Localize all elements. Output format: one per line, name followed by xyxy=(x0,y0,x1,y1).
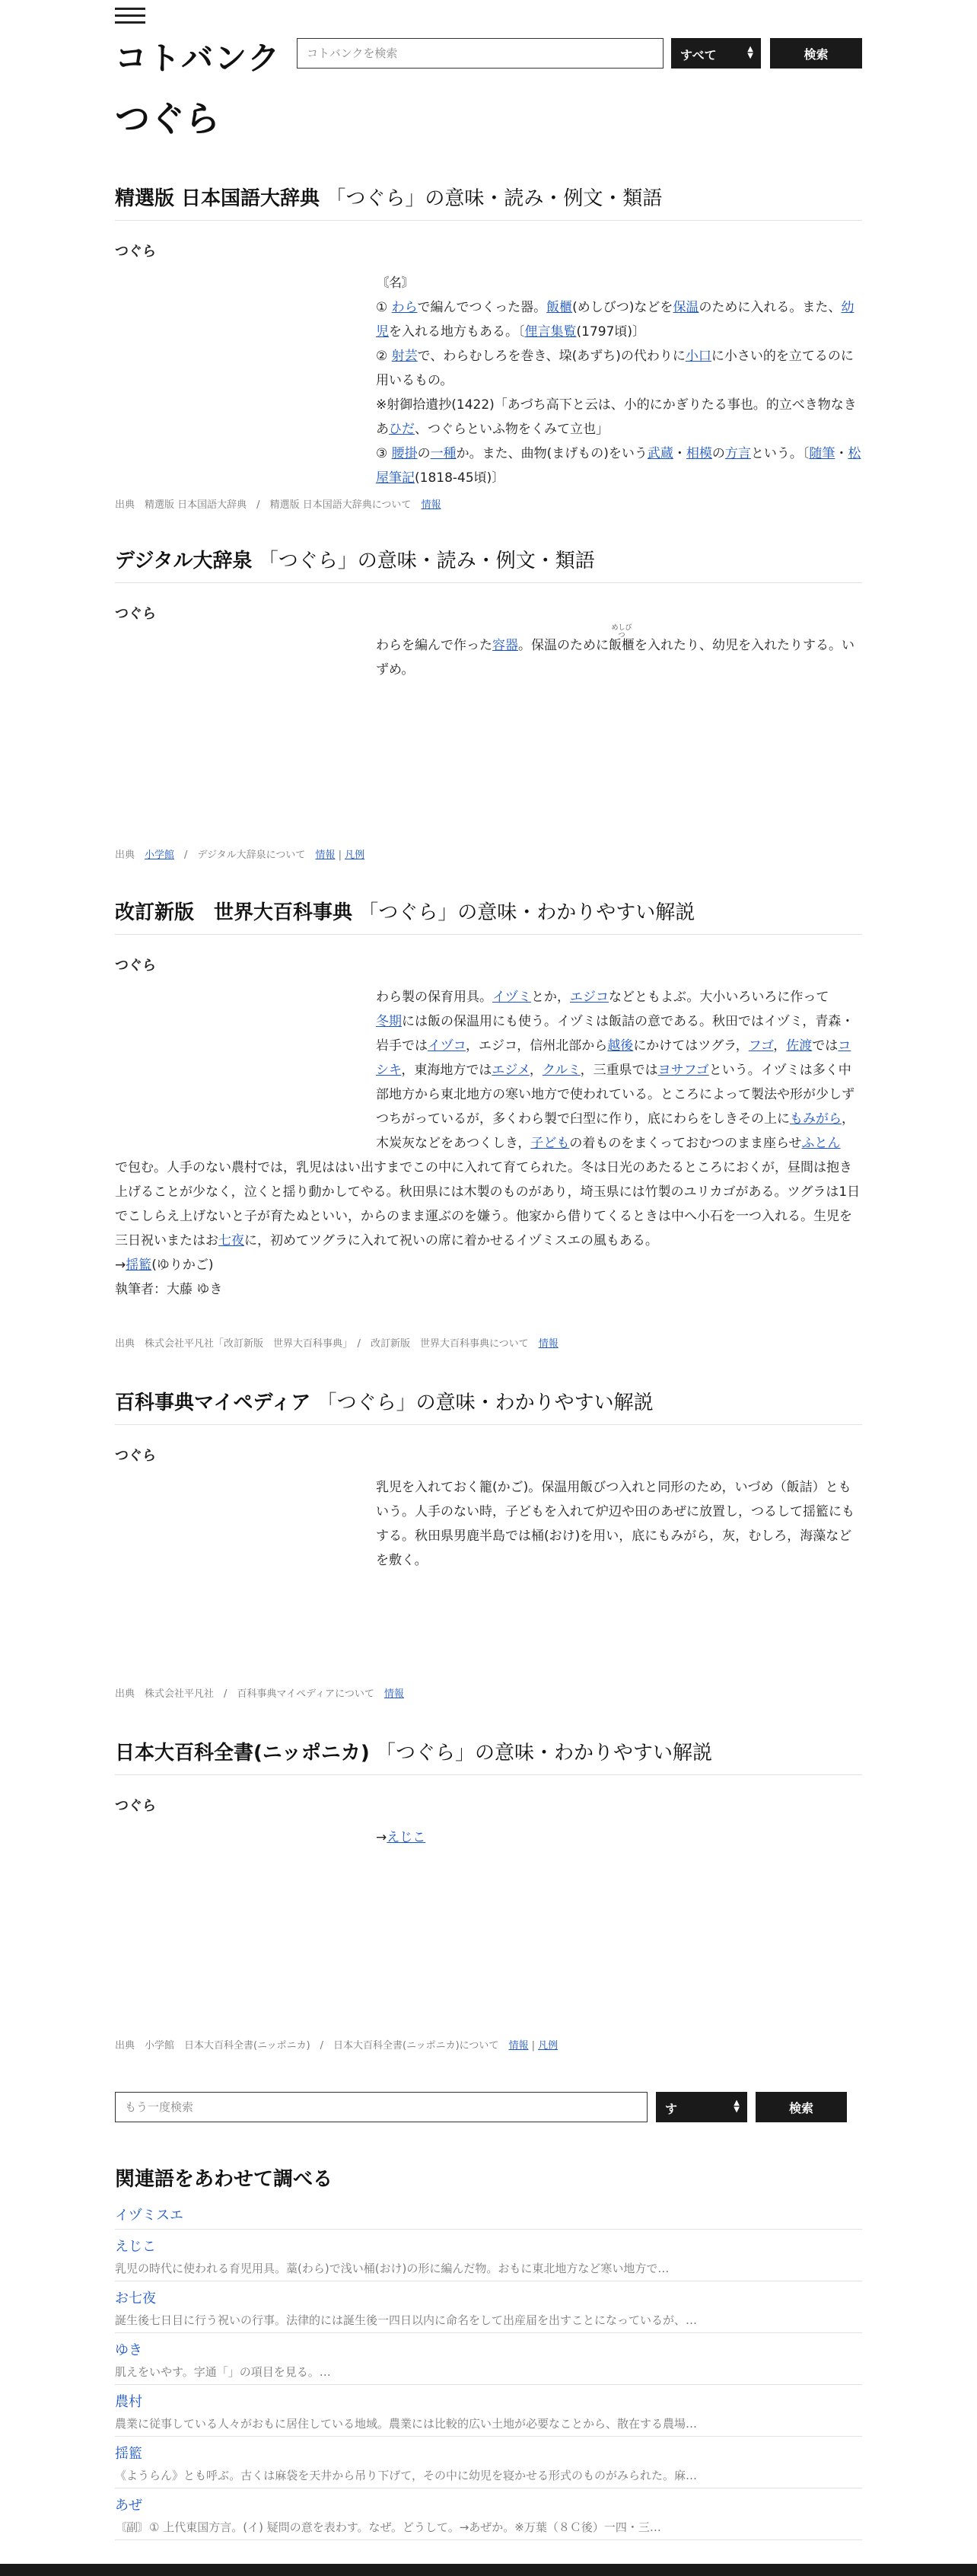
link[interactable]: コシキ xyxy=(376,1038,851,1078)
related-term[interactable]: イヅミスエ xyxy=(115,2208,183,2224)
info-link[interactable]: 情報 xyxy=(421,499,441,511)
link[interactable]: 七夜 xyxy=(218,1233,244,1248)
entry-section xyxy=(115,1387,862,1573)
select-arrows-icon: ▲ ▼ xyxy=(734,2099,740,2114)
entry-body xyxy=(376,271,862,490)
section-heading: 改訂新版 世界大百科事典 「つぐら」の意味・わかりやすい解説 xyxy=(115,897,862,935)
link[interactable]: イヅコ xyxy=(428,1038,466,1054)
legend-link[interactable]: 凡例 xyxy=(538,2040,559,2052)
link[interactable]: えじこ xyxy=(387,1830,426,1845)
bottom-select-value: す xyxy=(665,2102,678,2116)
entry-word: つぐら xyxy=(115,1448,156,1464)
publisher-link[interactable]: 小学館 xyxy=(145,850,175,861)
related-desc: 誕生後七日目に行う祝いの行事。法律的には誕生後一四日以内に命名をして出産届を出すことになっているが、… xyxy=(115,2313,698,2327)
link[interactable]: 相模 xyxy=(686,446,712,461)
category-select[interactable] xyxy=(671,38,761,69)
related-item[interactable] xyxy=(115,2198,862,2230)
info-link[interactable]: 情報 xyxy=(538,1338,559,1350)
link[interactable]: 方言 xyxy=(724,446,751,461)
related-desc: 〘副〙① 上代東国方言。(イ) 疑問の意を表わす。なぜ。どうして。→あぜか。※万葉（８Ｃ後）一四・三… xyxy=(115,2520,661,2534)
entry-word: つぐら xyxy=(115,244,156,260)
ruby-text: 飯櫃 めしびつ xyxy=(609,624,635,653)
link[interactable]: もみがら xyxy=(790,1111,842,1127)
source-line: 出典 株式会社平凡社 / 百科事典マイペディアについて 情報 xyxy=(115,1688,404,1700)
related-desc: 《ようらん》とも呼ぶ。古くは麻袋を天井から吊り下げて，その中に幼児を寝かせる形式のものがみられた。麻… xyxy=(115,2469,698,2482)
link[interactable]: ひだ xyxy=(389,422,415,437)
related-item[interactable] xyxy=(115,2385,862,2437)
entry-word: つぐら xyxy=(115,606,156,622)
citation: ※射御拾遺抄(1422)「あづち高下と云は、小的にかぎりたる事也。的立べき物なきあひだ、つぐらといふ物をくみて立也」 xyxy=(376,397,857,437)
definition-2: ② 射芸で、わらむしろを巻き、垜(あずち)の代わりに小口に小さい的を立てるのに用いるもの。 xyxy=(376,349,854,388)
entry-word: つぐら xyxy=(115,958,156,974)
entry-body: →えじこ xyxy=(376,1830,426,1845)
related-item[interactable] xyxy=(115,2281,862,2333)
link[interactable]: イヅミ xyxy=(492,990,531,1005)
link[interactable]: 幼児 xyxy=(376,300,854,340)
link[interactable]: ふとん xyxy=(801,1136,841,1151)
link[interactable]: ヨサフゴ xyxy=(657,1063,709,1078)
link[interactable]: エジメ xyxy=(492,1063,530,1078)
entry-section xyxy=(115,183,862,490)
source-line: 出典 小学館 日本大百科全書(ニッポニカ) / 日本大百科全書(ニッポニカ)について 情報 | 凡例 xyxy=(115,2040,559,2052)
author: 執筆者：大藤 ゆき xyxy=(115,1282,223,1297)
link[interactable]: 一種 xyxy=(430,446,457,461)
section-heading: デジタル大辞泉 「つぐら」の意味・読み・例文・類語 xyxy=(115,545,862,583)
related-term[interactable]: お七夜 xyxy=(115,2291,156,2307)
link[interactable]: 俚言集覧 xyxy=(524,324,577,340)
link[interactable]: 越後 xyxy=(607,1038,634,1054)
source-line: 出典 株式会社平凡社「改訂新版 世界大百科事典」 / 改訂新版 世界大百科事典について 情報 xyxy=(115,1338,559,1350)
select-arrows-icon: ▲ ▼ xyxy=(747,45,753,60)
related-item[interactable] xyxy=(115,2230,862,2281)
site-logo[interactable]: コトバンク xyxy=(115,40,282,77)
related-term[interactable]: えじこ xyxy=(115,2239,156,2255)
part-of-speech: 〘名〙 xyxy=(376,276,415,291)
footer-bar xyxy=(0,2564,977,2576)
section-heading: 百科事典マイペディア 「つぐら」の意味・わかりやすい解説 xyxy=(115,1387,862,1425)
entry-body: わらを編んで作った容器。保温のために飯櫃 めしびつ を入れたり、幼児を入れたりする。いずめ。 xyxy=(376,624,854,677)
search-input[interactable] xyxy=(297,38,664,69)
related-term[interactable]: 農村 xyxy=(115,2394,142,2410)
related-term[interactable]: ゆき xyxy=(115,2342,142,2358)
related-list xyxy=(115,2198,862,2540)
entry-word: つぐら xyxy=(115,1798,156,1814)
info-link[interactable]: 情報 xyxy=(315,850,336,861)
related-desc: 農業に従事している人々がおもに居住している地域。農業には比較的広い土地が必要なことから、散在する農場… xyxy=(115,2417,698,2431)
link[interactable]: 射芸 xyxy=(391,349,418,364)
definition-3: ③ 腰掛の一種か。また、曲物(まげもの)をいう武蔵・相模の方言という。〔随筆・松屋筆記(1818‐45頃)〕 xyxy=(376,446,861,486)
link[interactable]: クルミ xyxy=(542,1063,581,1078)
link[interactable]: 冬期 xyxy=(376,1014,402,1029)
link[interactable]: 松屋筆記 xyxy=(376,446,861,486)
source-line: 出典 小学館 / デジタル大辞泉について 情報 | 凡例 xyxy=(115,850,365,861)
menu-icon[interactable] xyxy=(115,8,145,24)
source-line: 出典 精選版 日本国語大辞典 / 精選版 日本国語大辞典について 情報 xyxy=(115,499,441,511)
see-also: →揺籃(ゆりかご) xyxy=(115,1258,214,1273)
related-title: 関連語をあわせて調べる xyxy=(115,2168,333,2191)
related-term[interactable]: あぜ xyxy=(115,2498,142,2514)
link[interactable]: フゴ xyxy=(748,1038,774,1054)
section-heading: 精選版 日本国語大辞典 「つぐら」の意味・読み・例文・類語 xyxy=(115,183,862,221)
link[interactable]: 随筆 xyxy=(809,446,835,461)
bottom-search-input[interactable] xyxy=(115,2092,648,2122)
related-desc: 肌えをいやす。字通「」の項目を見る。… xyxy=(115,2365,331,2379)
link[interactable]: 小口 xyxy=(685,349,711,364)
bottom-category-select[interactable] xyxy=(656,2092,747,2122)
section-heading: 日本大百科全書(ニッポニカ) 「つぐら」の意味・わかりやすい解説 xyxy=(115,1737,862,1775)
link[interactable]: 揺籃 xyxy=(126,1258,152,1273)
related-item[interactable] xyxy=(115,2333,862,2385)
link[interactable]: 保温 xyxy=(673,300,699,315)
entry-section xyxy=(115,1737,862,1850)
related-item[interactable] xyxy=(115,2437,862,2488)
related-item[interactable] xyxy=(115,2488,862,2540)
bottom-search-button[interactable]: 検索 xyxy=(756,2092,847,2122)
legend-link[interactable]: 凡例 xyxy=(345,850,365,861)
link[interactable]: わら xyxy=(391,300,418,315)
link[interactable]: 子ども xyxy=(530,1136,570,1151)
entry-body: わら製の保育用具。イヅミとか，エジコなどともよぶ。大小いろいろに作って 冬期には飯の保温用にも使う。イヅミは飯詰の意である。秋田ではイヅミ，青森・岩手ではイヅコ，エジコ，信州北部から越後にかけてはツグラ，フゴ，佐渡ではコシキ，東海地方ではエジメ，クルミ，三重県ではヨサフゴという。イヅミは多く中部地方から東北地方の寒い地方で使われている。ところによって製法や形が少しずつちがっているが，多くわら製で臼型に作り，底にわらをしきその上にもみがら，木炭灰などをあつくしき，子どもの着ものをまくっておむつのまま座らせふとん で包む。人手のない農村では，乳児ははい出すまでこの中に入れて育てられた。冬は日光のあたるところにおくが，昼間は抱き上げることが少なく，泣くと揺り動かしてやる。秋田県には木製のものがあり，埼玉県には竹製のユリカゴがある。ツグラは1日でこしらえ上げないと子が育たぬといい，からのまま運ぶのを嫌う。他家から借りてくるときは中へ小石を一つ入れる。生児を三日祝いまたはお七夜に，初めてツグラに入れて祝いの席に着かせるイヅミスエの風もある。 →揺籃(ゆりかご) 執筆者：大藤 ゆき xyxy=(115,985,862,1302)
definition-1: ① わらで編んでつくった器。飯櫃(めしびつ)などを保温のために入れる。また、幼児を入れる地方もある。〔俚言集覧(1797頃)〕 xyxy=(376,300,854,340)
link[interactable]: エジコ xyxy=(570,990,609,1005)
page-title: つぐら xyxy=(115,98,220,139)
search-button[interactable]: 検索 xyxy=(770,38,862,69)
category-select-value: すべて xyxy=(680,48,717,62)
link[interactable]: 佐渡 xyxy=(786,1038,813,1054)
entry-section xyxy=(115,545,862,682)
link[interactable]: 容器 xyxy=(492,638,518,653)
entry-body: 乳児を入れておく籠(かご)。保温用飯びつ入れと同形のため，いづめ（飯詰）ともいう。人手のない時，子どもを入れて炉辺や田のあぜに放置し，つるして揺籃にもする。秋田県男鹿半島では桶(おけ)を用い，底にもみがら，灰，むしろ，海藻などを敷く。 xyxy=(376,1480,854,1568)
link[interactable]: 飯櫃 xyxy=(546,300,573,315)
info-link[interactable]: 情報 xyxy=(383,1688,404,1700)
related-desc: 乳児の時代に使われる育児用具。藁(わら)で浅い桶(おけ)の形に編んだ物。おもに東北地方など寒い地方で… xyxy=(115,2262,670,2275)
link[interactable]: 腰掛 xyxy=(391,446,418,461)
entry-section xyxy=(115,897,862,1302)
info-link[interactable]: 情報 xyxy=(508,2040,529,2052)
related-term[interactable]: 揺籃 xyxy=(115,2446,142,2462)
link[interactable]: 武蔵 xyxy=(647,446,673,461)
